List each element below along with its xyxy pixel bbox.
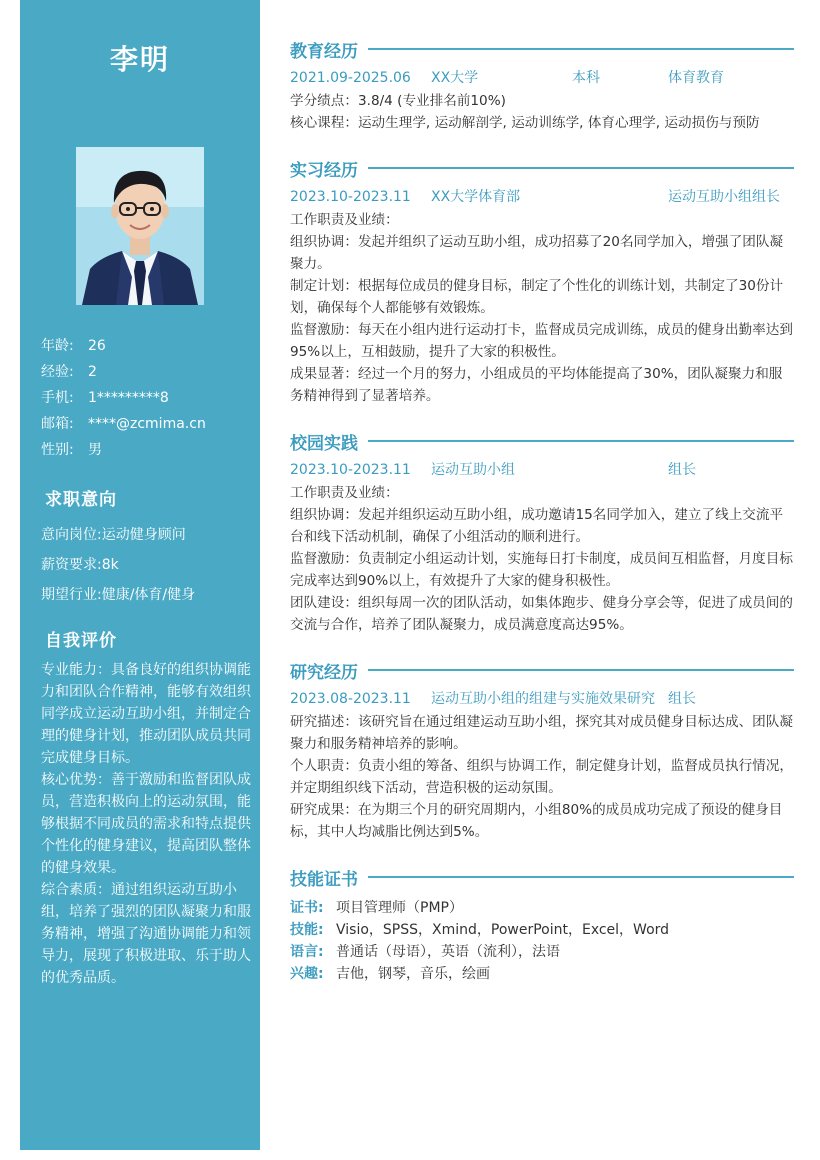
campus-role: 组长 — [668, 462, 696, 478]
basic-info — [41, 333, 251, 463]
internship-details: 工作职责及业绩： 组织协调：发起并组织了运动互助小组，成功招募了20名同学加入，增强了团队凝聚力。 制定计划：根据每位成员的健身目标，制定了个性化的训练计划，共制定了30份计划，确保每个人都能够有效锻炼。 监督激励：每天在小组内进行运动打卡，监督成员完成训练，成员的健身出勤率达到95%以上，互相鼓励，提升了大家的积极性。 成果显著：经过一个月的努力，小组成员的平均体能提高了30%，团队凝聚力和服务精神得到了显著培养。 — [290, 212, 793, 404]
internship-section — [290, 155, 794, 407]
info-experience: 经验: 2 — [41, 364, 97, 380]
self-eval-title: 自我评价 — [45, 631, 117, 651]
intent-industry: 期望行业:健康/体育/健身 — [41, 587, 196, 603]
section-divider — [368, 167, 794, 169]
skill-tools: 技能: Visio，SPSS，Xmind，PowerPoint，Excel，Word — [290, 922, 670, 938]
internship-org: XX大学体育部 — [431, 189, 521, 205]
campus-period: 2023.10-2023.11 — [290, 462, 411, 478]
section-divider — [368, 48, 794, 50]
research-section — [290, 657, 794, 843]
skill-certificate: 证书: 项目管理师（PMP） — [290, 900, 463, 916]
campus-org: 运动互助小组 — [431, 462, 515, 478]
research-details: 研究描述：该研究旨在通过组建运动互助小组，探究其对成员健身目标达成、团队凝聚力和服务精神培养的影响。 个人职责：负责小组的筹备、组织与协调工作，制定健身计划，监督成员执行情况，并定期组织线下活动，营造积极的运动氛围。 研究成果：在为期三个月的研究周期内，小组80%的成员成功完成了预设的健身目标，其中人均减脂比例达到5%。 — [290, 714, 793, 840]
campus-meta — [290, 458, 794, 482]
skills-section — [290, 864, 794, 985]
self-evaluation — [41, 659, 263, 989]
education-title: 教育经历 — [290, 41, 358, 62]
job-intent — [41, 520, 251, 610]
education-period: 2021.09-2025.06 — [290, 70, 411, 86]
avatar — [76, 147, 204, 305]
education-details: 学分绩点：3.8/4 (专业排名前10%) 核心课程：运动生理学, 运动解剖学, 运动训练学, 体育心理学, 运动损伤与预防 — [290, 93, 760, 131]
internship-title: 实习经历 — [290, 160, 358, 181]
research-role: 组长 — [668, 691, 696, 707]
info-email: 邮箱: ****@zcmima.cn — [41, 416, 206, 432]
research-meta — [290, 687, 794, 711]
skills-list — [290, 897, 794, 985]
education-section — [290, 36, 794, 134]
skills-title: 技能证书 — [290, 869, 358, 890]
education-major: 体育教育 — [668, 70, 724, 86]
section-divider — [368, 440, 794, 442]
internship-period: 2023.10-2023.11 — [290, 189, 411, 205]
education-degree: 本科 — [572, 70, 600, 86]
skill-languages: 语言: 普通话（母语），英语（流利），法语 — [290, 944, 560, 960]
info-age: 年龄: 26 — [41, 338, 106, 354]
research-topic: 运动互助小组的组建与实施效果研究 — [431, 691, 655, 707]
self-eval-paragraph: 专业能力：具备良好的组织协调能力和团队合作精神，能够有效组织同学成立运动互助小组，并制定合理的健身计划，推动团队成员共同完成健身目标。 — [41, 662, 251, 766]
research-period: 2023.08-2023.11 — [290, 691, 411, 707]
self-eval-paragraph: 核心优势：善于激励和监督团队成员，营造积极向上的运动氛围，能够根据不同成员的需求和特点提供个性化的健身建议，提高团队整体的健身效果。 — [41, 772, 251, 876]
candidate-name: 李明 — [109, 43, 170, 76]
section-divider — [368, 669, 794, 671]
intent-position: 意向岗位:运动健身顾问 — [41, 527, 186, 543]
skill-interests: 兴趣: 吉他，钢琴，音乐，绘画 — [290, 966, 490, 982]
intent-title: 求职意向 — [45, 490, 117, 510]
info-gender: 性别: 男 — [41, 442, 102, 458]
sidebar — [20, 0, 260, 1150]
research-title: 研究经历 — [290, 662, 358, 683]
internship-role: 运动互助小组组长 — [668, 189, 780, 205]
self-eval-paragraph: 综合素质：通过组织运动互助小组，培养了强烈的团队凝聚力和服务精神，增强了沟通协调能力和领导力，展现了积极进取、乐于助人的优秀品质。 — [41, 882, 251, 986]
portrait-image — [76, 147, 204, 305]
education-school: XX大学 — [431, 70, 479, 86]
internship-meta — [290, 185, 794, 209]
campus-details: 工作职责及业绩： 组织协调：发起并组织运动互助小组，成功邀请15名同学加入，建立了线上交流平台和线下活动机制，确保了小组活动的顺利进行。 监督激励：负责制定小组运动计划，实施每日打卡制度，成员间互相监督，月度目标完成率达到90%以上，有效提升了大家的健身积极性。 团队建设：组织每周一次的团队活动，如集体跑步、健身分享会等，促进了成员间的交流与合作，培养了团队凝聚力，成员满意度高达95%。 — [290, 485, 793, 633]
campus-title: 校园实践 — [290, 433, 358, 454]
education-meta — [290, 66, 794, 90]
intent-salary: 薪资要求:8k — [41, 557, 119, 573]
section-divider — [368, 876, 794, 878]
campus-section — [290, 428, 794, 636]
info-phone: 手机: 1*********8 — [41, 390, 169, 406]
